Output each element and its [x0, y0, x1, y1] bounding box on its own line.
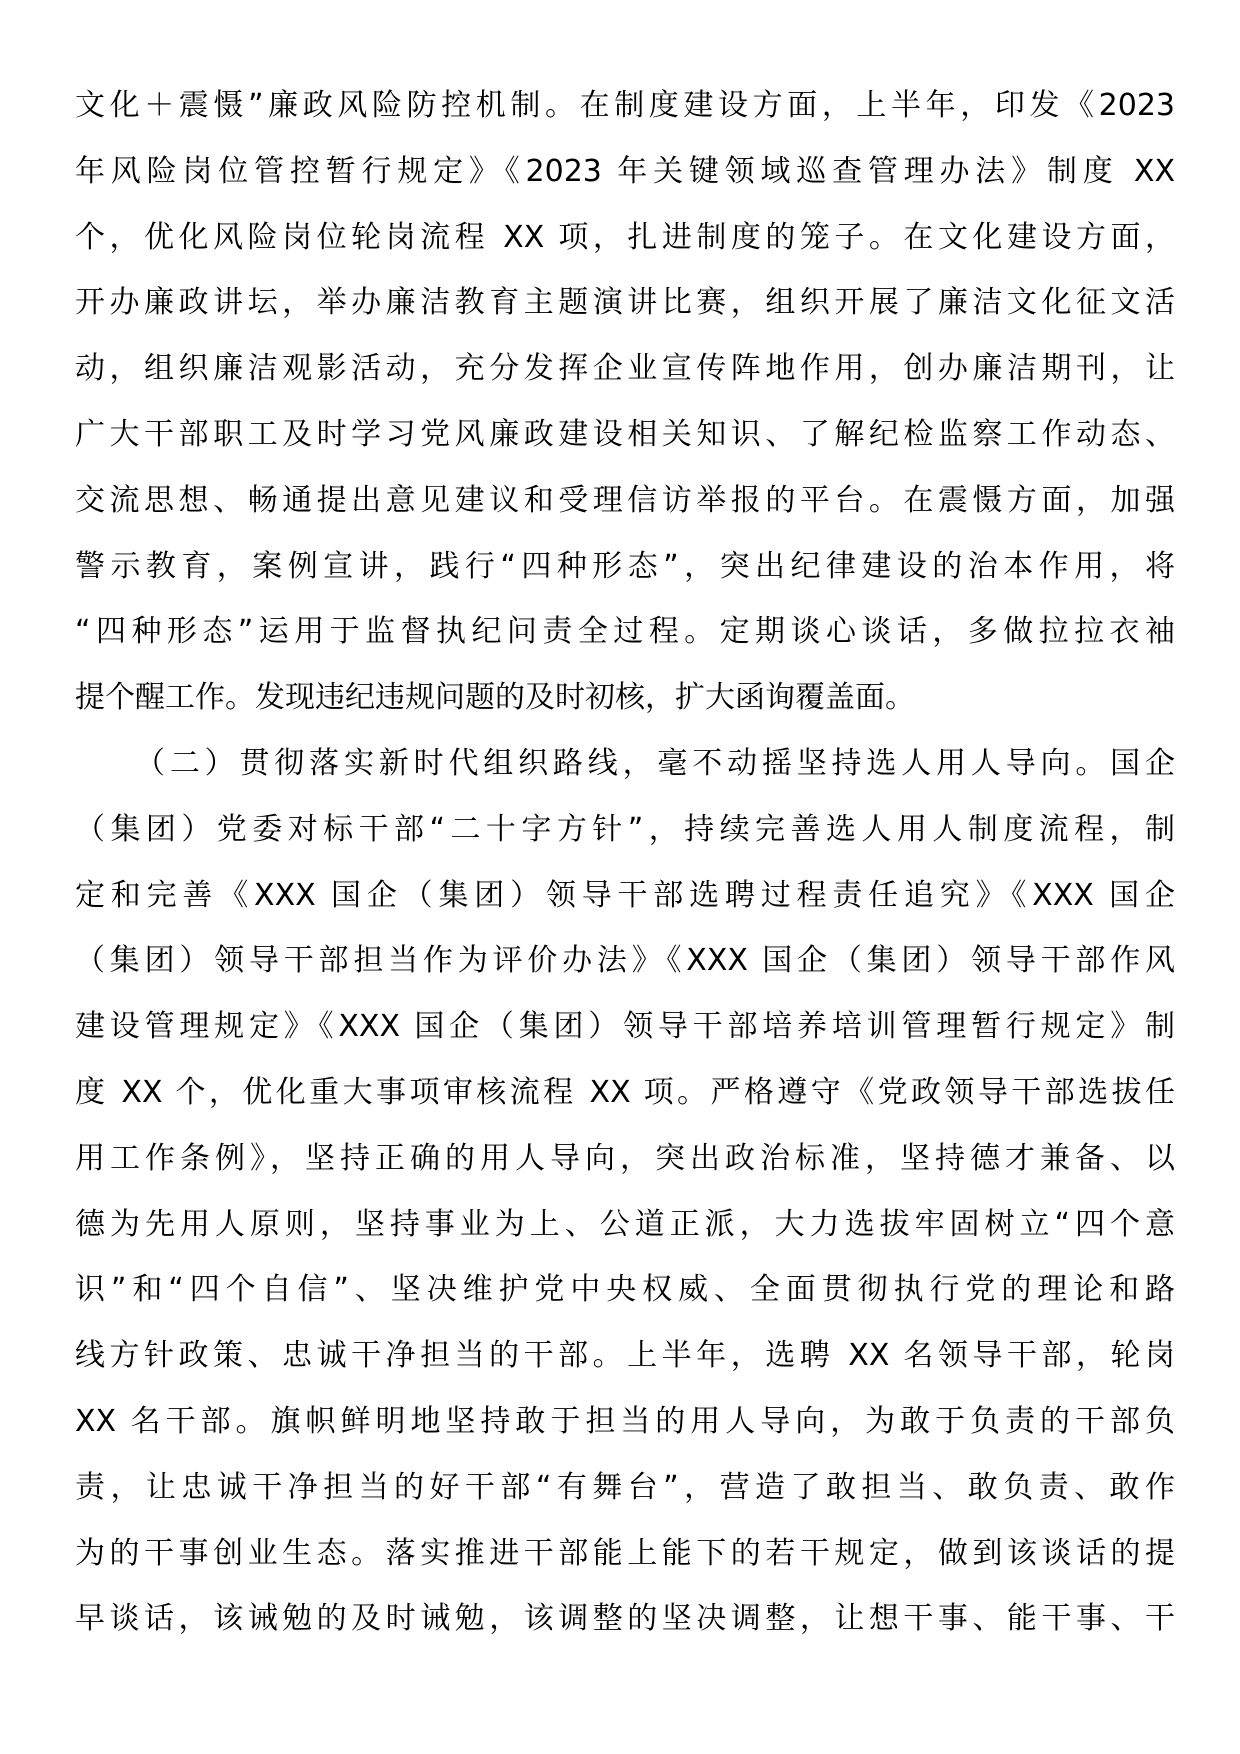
text-line: 交流思想、畅通提出意见建议和受理信访举报的平台。在震慑方面，加强	[75, 482, 1175, 518]
body-text	[75, 84, 1175, 1663]
text-line: 提个醒工作。发现违纪违规问题的及时初核，扩大函询覆盖面。	[75, 680, 915, 716]
text-line: 文化＋震慑”廉政风险防控机制。在制度建设方面，上半年，印发《2023	[75, 88, 1175, 123]
text-line: （集团）党委对标干部“二十字方针”，持续完善选人用人制度流程，制	[75, 811, 1175, 847]
text-line: XX 名干部。旗帜鲜明地坚持敢于担当的用人导向，为敢于负责的干部负	[75, 1403, 1175, 1439]
text-line: “四种形态”运用于监督执纪问责全过程。定期谈心谈话，多做拉拉衣袖	[75, 614, 1175, 650]
text-line: 广大干部职工及时学习党风廉政建设相关知识、了解纪检监察工作动态、	[75, 416, 1175, 452]
text-line: 定和完善《XXX 国企（集团）领导干部选聘过程责任追究》《XXX 国企	[75, 877, 1175, 913]
text-line: 识”和“四个自信”、坚决维护党中央权威、全面贯彻执行党的理论和路	[75, 1272, 1175, 1308]
text-line: 责，让忠诚干净担当的好干部“有舞台”，营造了敢担当、敢负责、敢作	[75, 1469, 1175, 1505]
text-line: 用工作条例》，坚持正确的用人导向，突出政治标准，坚持德才兼备、以	[75, 1140, 1175, 1176]
text-line: 警示教育，案例宣讲，践行“四种形态”，突出纪律建设的治本作用，将	[75, 548, 1175, 584]
text-line: （集团）领导干部担当作为评价办法》《XXX 国企（集团）领导干部作风	[75, 943, 1175, 979]
text-line: 度 XX 个，优化重大事项审核流程 XX 项。严格遵守《党政领导干部选拔任	[75, 1074, 1175, 1110]
text-line: 德为先用人原则，坚持事业为上、公道正派，大力选拔牢固树立“四个意	[75, 1206, 1175, 1242]
text-line: 年风险岗位管控暂行规定》《2023 年关键领域巡查管理办法》制度 XX	[75, 153, 1175, 189]
text-line: 为的干事创业生态。落实推进干部能上能下的若干规定，做到该谈话的提	[75, 1535, 1175, 1571]
text-line: 早谈话，该诫勉的及时诫勉，该调整的坚决调整，让想干事、能干事、干	[75, 1601, 1175, 1637]
text-line: 建设管理规定》《XXX 国企（集团）领导干部培养培训管理暂行规定》制	[75, 1009, 1175, 1045]
text-line: 开办廉政讲坛，举办廉洁教育主题演讲比赛，组织开展了廉洁文化征文活	[75, 285, 1175, 321]
text-line: 动，组织廉洁观影活动，充分发挥企业宣传阵地作用，创办廉洁期刊，让	[75, 351, 1175, 387]
section-heading-line: （二）贯彻落实新时代组织路线，毫不动摇坚持选人用人导向。国企	[135, 745, 1175, 781]
text-line: 个，优化风险岗位轮岗流程 XX 项，扎进制度的笼子。在文化建设方面，	[75, 219, 1175, 255]
text-line: 线方针政策、忠诚干净担当的干部。上半年，选聘 XX 名领导干部，轮岗	[75, 1338, 1175, 1374]
